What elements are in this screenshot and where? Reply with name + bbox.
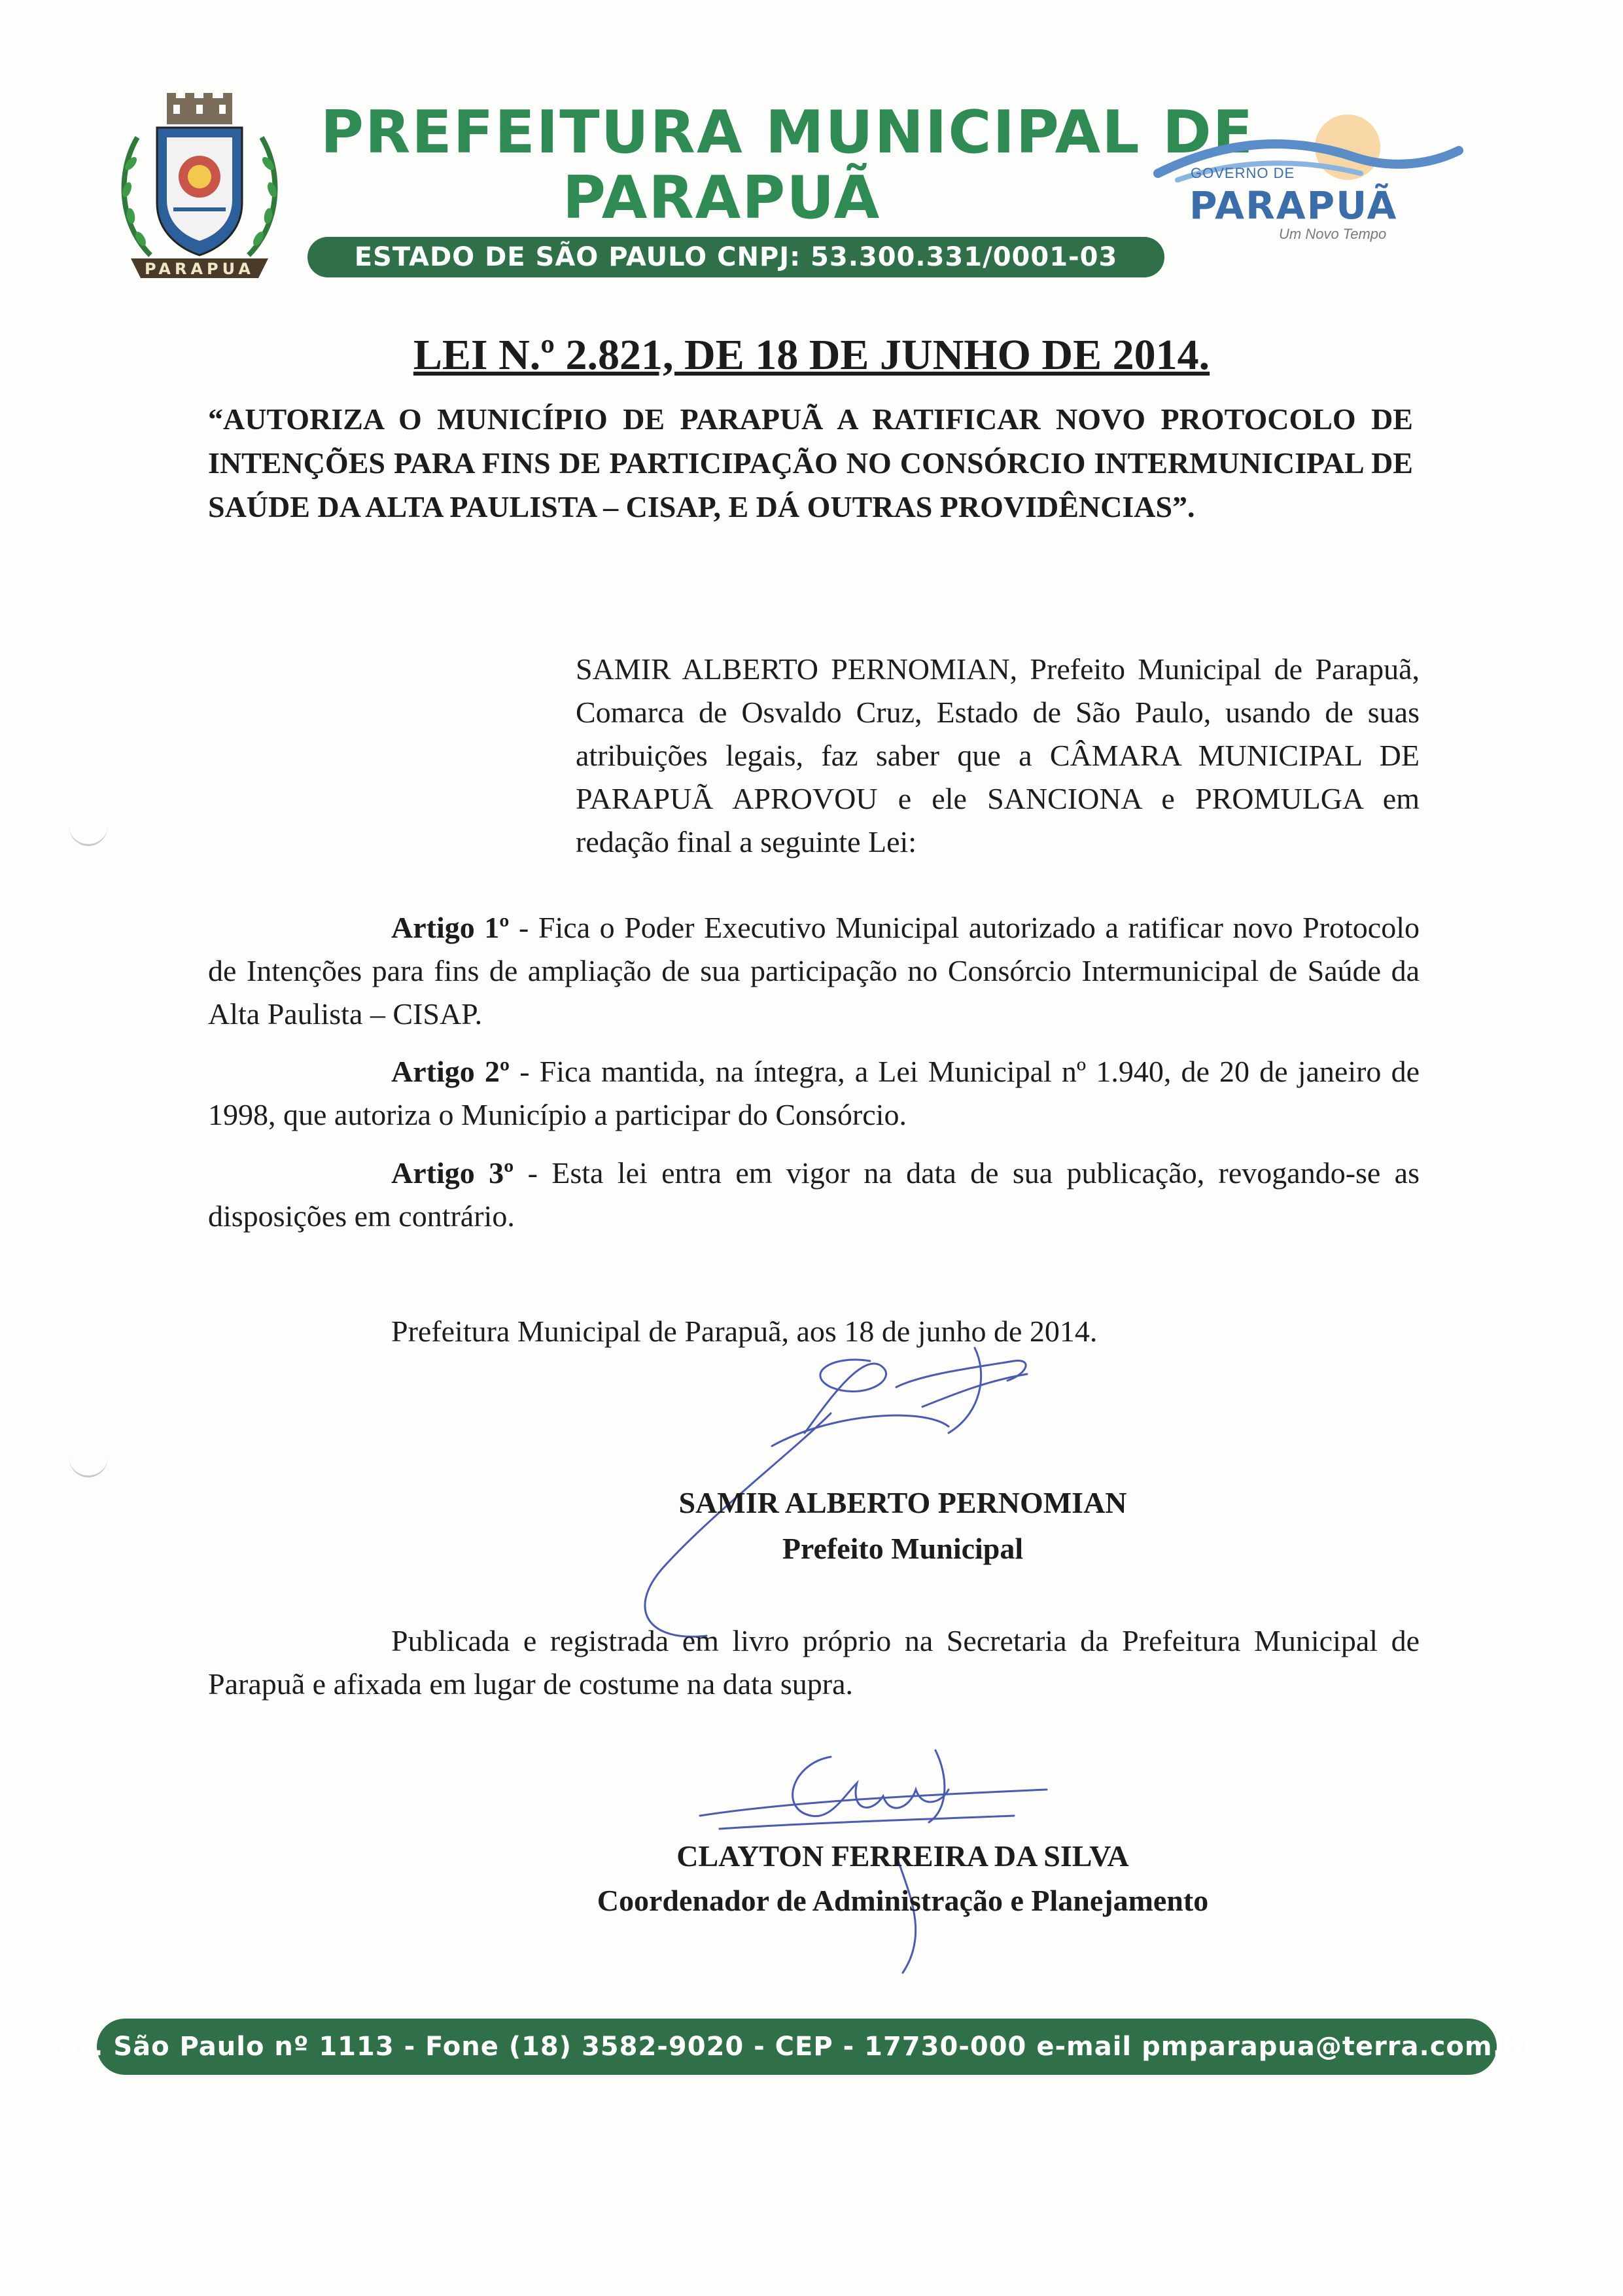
- coordinator-role: Coordenador de Administração e Planejamento: [597, 1884, 1209, 1917]
- law-title: LEI N.º 2.821, DE 18 DE JUNHO DE 2014.: [413, 331, 1210, 379]
- mayor-role: Prefeito Municipal: [782, 1532, 1024, 1565]
- article-3-label: Artigo 3º: [391, 1156, 514, 1190]
- gov-logo-top-text: GOVERNO DE: [1191, 165, 1295, 181]
- footer-contact-bar: Av. São Paulo nº 1113 - Fone (18) 3582-9020 - CEP - 17730-000 e-mail pmparapua@terra.com.br: [97, 2019, 1497, 2075]
- dateline: Prefeitura Municipal de Parapuã, aos 18 de junho de 2014.: [391, 1315, 1098, 1348]
- article-2-label: Artigo 2º: [391, 1055, 510, 1088]
- article-2-text: - Fica mantida, na íntegra, a Lei Municipal nº 1.940, de 20 de janeiro de 1998, que autoriza o Município a participar do Consórcio.: [208, 1055, 1420, 1131]
- header-title-line2: PARAPUÃ: [563, 164, 881, 232]
- coordinator-name: CLAYTON FERREIRA DA SILVA: [676, 1839, 1129, 1873]
- mayor-name: SAMIR ALBERTO PERNOMIAN: [678, 1486, 1127, 1519]
- publication-note: Publicada e registrada em livro próprio na Secretaria da Prefeitura Municipal de Parapuã e afixada em lugar de costume na data supra.: [208, 1624, 1420, 1701]
- article-1-text: - Fica o Poder Executivo Municipal autorizado a ratificar novo Protocolo de Intenções para fins de ampliação de sua participação no Consórcio Intermunicipal de Saúde da Alta Paulista – CISAP.: [208, 911, 1420, 1031]
- article-1: [208, 906, 1420, 1036]
- article-3-text: - Esta lei entra em vigor na data de sua publicação, revogando-se as disposições em contrário.: [208, 1156, 1420, 1233]
- gov-logo-name: PARAPUÃ: [1189, 183, 1398, 228]
- svg-text:PARAPUA: PARAPUA: [145, 260, 254, 278]
- article-2: [208, 1050, 1420, 1137]
- preamble-paragraph: SAMIR ALBERTO PERNOMIAN, Prefeito Municipal de Parapuã, Comarca de Osvaldo Cruz, Estado de São Paulo, usando de suas atribuições legais, faz saber que a CÂMARA MUNICIPAL DE PARAPUÃ APROVOU e ele SANCIONA e PROMULGA em redação final a seguinte Lei:: [576, 652, 1420, 858]
- punch-hole-mark: [69, 1436, 108, 1477]
- law-summary: “AUTORIZA O MUNICÍPIO DE PARAPUÃ A RATIFICAR NOVO PROTOCOLO DE INTENÇÕES PARA FINS DE PARTICIPAÇÃO NO CONSÓRCIO INTERMUNICIPAL DE SAÚDE DA ALTA PAULISTA – CISAP, E DÁ OUTRAS PROVIDÊNCIAS”.: [208, 402, 1413, 523]
- state-cnpj-bar: ESTADO DE SÃO PAULO CNPJ: 53.300.331/0001-03: [307, 237, 1164, 277]
- municipal-crest-logo: [111, 92, 288, 288]
- article-3: [208, 1152, 1420, 1238]
- punch-hole-mark: [69, 805, 108, 846]
- header-title-line1: PREFEITURA MUNICIPAL DE: [321, 98, 1255, 167]
- gov-logo-tagline: Um Novo Tempo: [1279, 226, 1387, 242]
- article-1-label: Artigo 1º: [391, 911, 510, 944]
